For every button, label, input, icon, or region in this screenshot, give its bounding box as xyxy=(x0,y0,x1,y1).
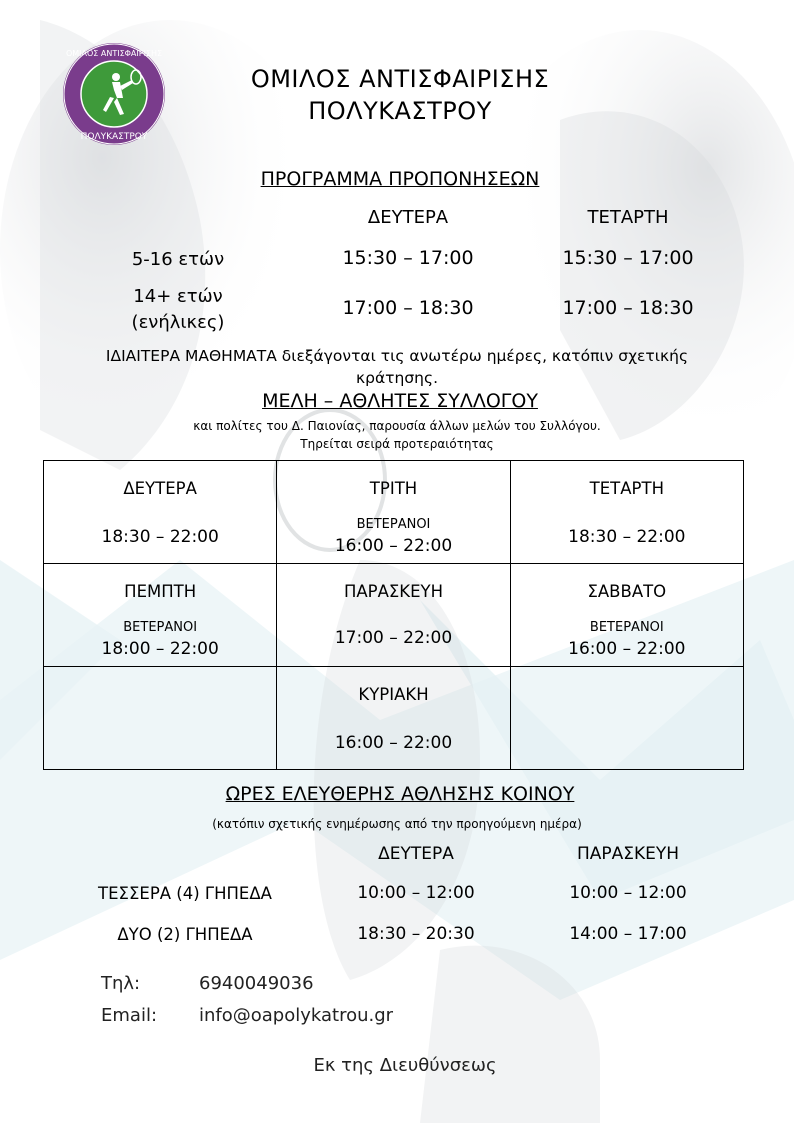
training-time: 15:30 – 17:00 xyxy=(342,247,474,269)
schedule-day: ΚΥΡΙΑΚΗ xyxy=(358,685,429,704)
members-subtitle: και πολίτες του Δ. Παιονίας, παρουσία άλλων μελών του Συλλόγου. xyxy=(193,419,601,433)
public-time: 10:00 – 12:00 xyxy=(569,883,687,903)
phone-number[interactable]: 6940049036 xyxy=(199,973,314,994)
schedule-cell xyxy=(44,564,277,667)
club-name-line1: ΟΜΙΛΟΣ ΑΝΤΙΣΦΑΙΡΙΣΗΣ xyxy=(250,65,550,93)
public-title: ΩΡΕΣ ΕΛΕΥΘΕΡΗΣ ΑΘΛΗΣΗΣ ΚΟΙΝΟΥ xyxy=(225,783,575,805)
schedule-time: 18:30 – 22:00 xyxy=(101,527,219,547)
training-time: 15:30 – 17:00 xyxy=(562,247,694,269)
schedule-time: 16:00 – 22:00 xyxy=(334,536,453,556)
schedule-cell xyxy=(277,564,510,667)
schedule-time: 16:00 – 22:00 xyxy=(568,639,686,659)
schedule-day: ΤΡΙΤΗ xyxy=(369,479,418,498)
private-lessons-note-cont: κράτησης. xyxy=(355,369,439,387)
training-title: ΠΡΟΓΡΑΜΜΑ ΠΡΟΠΟΝΗΣΕΩΝ xyxy=(260,168,540,190)
schedule-group: ΒΕΤΕΡΑΝΟΙ xyxy=(589,620,664,635)
schedule-time: 18:30 – 22:00 xyxy=(568,527,686,547)
training-time: 17:00 – 18:30 xyxy=(562,297,694,319)
schedule-cell-empty xyxy=(510,667,743,770)
schedule-day: ΣΑΒΒΑΤΟ xyxy=(587,582,667,601)
email-label: Email: xyxy=(101,1005,158,1026)
schedule-day: ΤΕΤΑΡΤΗ xyxy=(589,479,664,498)
schedule-time: 18:00 – 22:00 xyxy=(101,639,219,659)
training-row-label: 5-16 ετών xyxy=(131,249,225,270)
schedule-day: ΠΑΡΑΣΚΕΥΗ xyxy=(343,582,444,601)
schedule-time: 16:00 – 22:00 xyxy=(334,733,453,753)
schedule-cell-empty xyxy=(44,667,277,770)
members-schedule-table xyxy=(43,460,744,770)
public-row-label: ΔΥΟ (2) ΓΗΠΕΔΑ xyxy=(117,925,253,944)
training-row-sublabel: (ενήλικες) xyxy=(131,312,225,333)
schedule-cell xyxy=(44,461,277,564)
public-subtitle: (κατόπιν σχετικής ενημέρωσης από την προηγούμενη ημέρα) xyxy=(212,817,582,831)
public-time: 10:00 – 12:00 xyxy=(357,883,475,903)
signature: Εκ της Διευθύνσεως xyxy=(313,1055,497,1076)
public-day-2: ΠΑΡΑΣΚΕΥΗ xyxy=(576,844,680,864)
public-time: 14:00 – 17:00 xyxy=(569,924,687,944)
schedule-cell xyxy=(510,461,743,564)
members-priority-note: Τηρείται σειρά προτεραιότητας xyxy=(300,437,494,451)
schedule-day: ΠΕΜΠΤΗ xyxy=(124,582,197,601)
schedule-time: 17:00 – 22:00 xyxy=(334,628,453,648)
training-day-2: ΤΕΤΑΡΤΗ xyxy=(587,207,669,228)
email-address[interactable]: info@oapolykatrou.gr xyxy=(199,1005,394,1026)
private-lessons-note: ΙΔΙΑΙΤΕΡΑ ΜΑΘΗΜΑΤΑ διεξάγονται τις ανωτέρω ημέρες, κατόπιν σχετικής xyxy=(105,347,689,365)
training-time: 17:00 – 18:30 xyxy=(342,297,474,319)
public-day-1: ΔΕΥΤΕΡΑ xyxy=(378,844,454,864)
schedule-group: ΒΕΤΕΡΑΝΟΙ xyxy=(123,620,198,635)
training-row-label: 14+ ετών xyxy=(133,286,223,307)
svg-text:ΠΟΛΥΚΑΣΤΡΟΥ: ΠΟΛΥΚΑΣΤΡΟΥ xyxy=(80,132,148,142)
logo-text: ΟΜΙΛΟΣ ΑΝΤΙΣΦΑΙΡΙΣΗΣ xyxy=(65,49,163,58)
schedule-cell xyxy=(277,667,510,770)
public-row-label: ΤΕΣΣΕΡΑ (4) ΓΗΠΕΔΑ xyxy=(98,884,272,903)
members-title: ΜΕΛΗ – ΑΘΛΗΤΕΣ ΣΥΛΛΟΓΟΥ xyxy=(262,390,538,412)
schedule-day: ΔΕΥΤΕΡΑ xyxy=(123,479,197,498)
club-name-line2: ΠΟΛΥΚΑΣΤΡΟΥ xyxy=(308,97,492,125)
schedule-cell xyxy=(277,461,510,564)
phone-label: Τηλ: xyxy=(101,973,141,994)
club-logo xyxy=(62,42,166,146)
schedule-cell xyxy=(510,564,743,667)
public-time: 18:30 – 20:30 xyxy=(357,924,475,944)
training-day-1: ΔΕΥΤΕΡΑ xyxy=(367,207,449,228)
schedule-group: ΒΕΤΕΡΑΝΟΙ xyxy=(356,517,431,532)
